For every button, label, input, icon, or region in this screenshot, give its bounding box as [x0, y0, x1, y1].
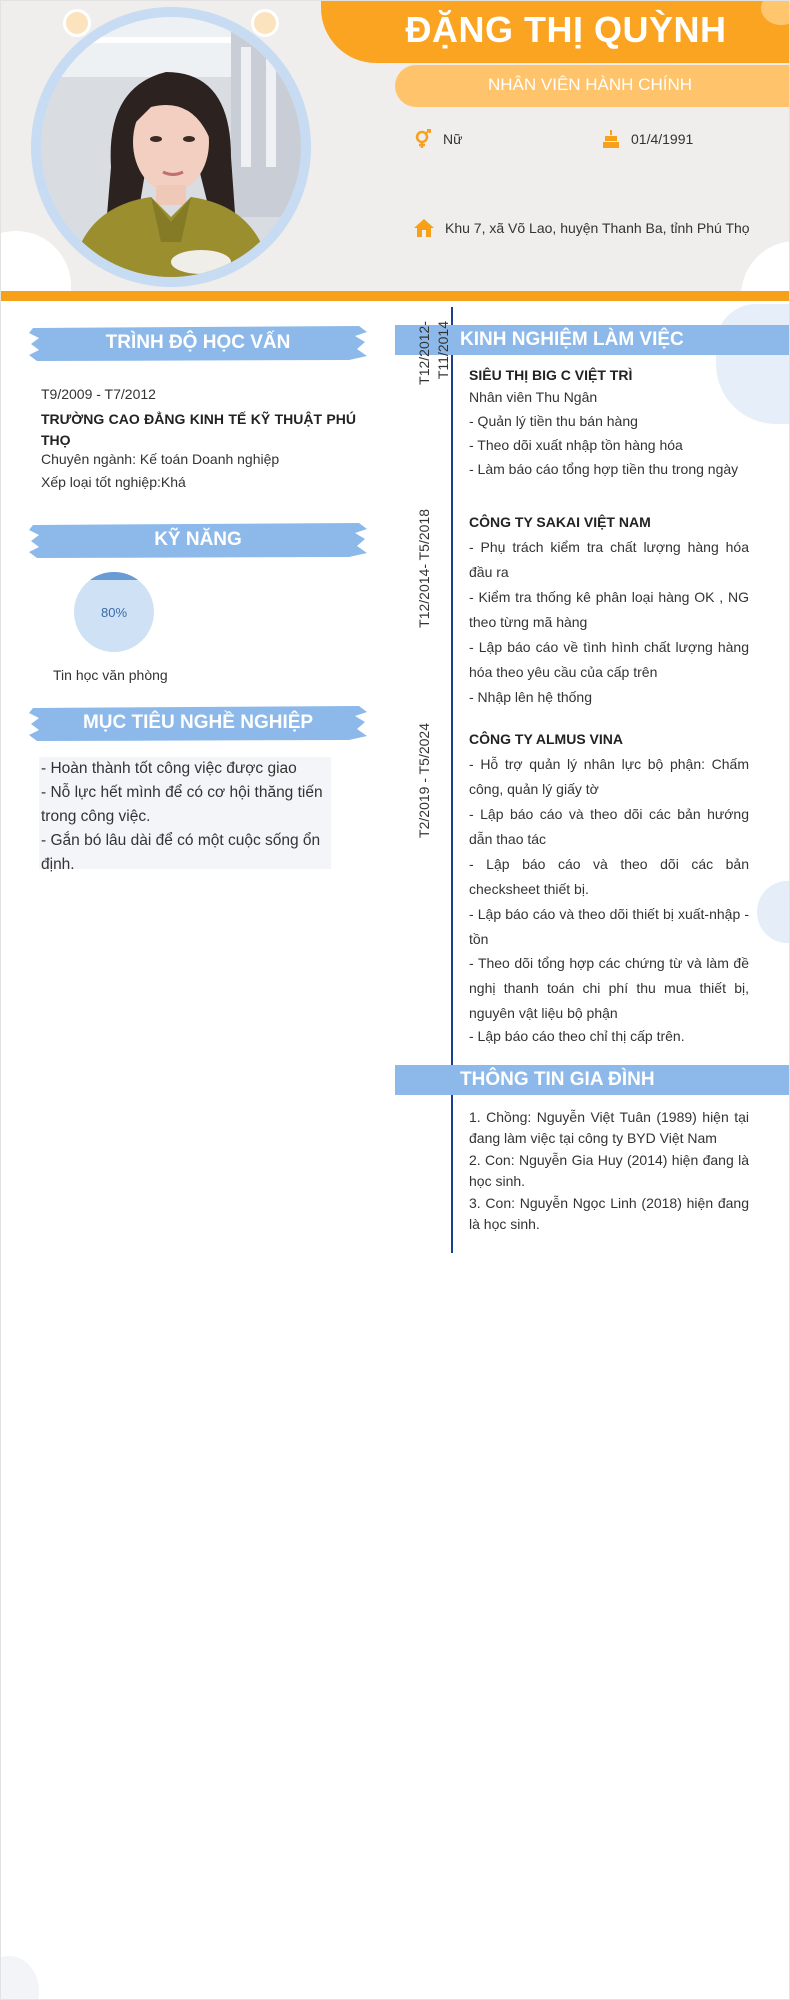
decor-blob: [741, 241, 789, 291]
career-goal-line: - Hoàn thành tốt công việc được giao: [41, 760, 297, 777]
decor-blob: [0, 1956, 39, 2000]
education-school: TRƯỜNG CAO ĐẲNG KINH TẾ KỸ THUẬT PHÚ THỌ: [41, 411, 356, 448]
education-heading: TRÌNH ĐỘ HỌC VẤN: [29, 324, 367, 362]
birthday-info: [601, 129, 693, 149]
job-detail: Nhân viên Thu Ngân: [469, 389, 598, 405]
job-period: T12/2014- T5/2018: [416, 509, 432, 628]
career-goal-line: - Nỗ lực hết mình để có cơ hội thăng tiến trong công việc.: [41, 784, 323, 825]
job-company: CÔNG TY SAKAI VIỆT NAM: [469, 514, 651, 530]
job-detail: - Quản lý tiền thu bán hàng: [469, 413, 638, 429]
job-detail: - Nhập lên hệ thống: [469, 689, 592, 705]
decor-blob: [1, 231, 71, 291]
skill-name: Tin học văn phòng: [53, 667, 168, 683]
decor-blob: [757, 881, 790, 943]
gender-icon: [413, 129, 433, 149]
job-detail: - Lập báo cáo và theo dõi các bản hướng dẫn thao tác: [469, 806, 749, 847]
cv-header: [1, 1, 789, 291]
family-line: 3. Con: Nguyễn Ngọc Linh (2018) hiện đang là học sinh.: [469, 1195, 749, 1232]
skill-percent-label: 80%: [100, 605, 128, 620]
avatar: [41, 17, 301, 277]
decor-dot: [63, 9, 91, 37]
job-detail: - Lập báo cáo về tình hình chất lượng hàng hóa theo yêu cầu của cấp trên: [469, 639, 749, 680]
job-detail: - Kiểm tra thống kê phân loại hàng OK , NG theo từng mã hàng: [469, 589, 749, 630]
job-detail: - Làm báo cáo tổng hợp tiền thu trong ngày: [469, 461, 739, 477]
skills-heading: KỸ NĂNG: [29, 521, 367, 559]
header-divider: [1, 291, 789, 301]
education-rank: Xếp loại tốt nghiệp:Khá: [41, 474, 186, 490]
family-line: 1. Chồng: Nguyễn Việt Tuân (1989) hiện tại đang làm việc tại công ty BYD Việt Nam: [469, 1109, 749, 1146]
career-goal-line: - Gắn bó lâu dài để có một cuộc sống ổn định.: [41, 832, 321, 873]
timeline-line: [451, 307, 453, 1253]
skill-progress-circle: [73, 571, 155, 653]
address-info: [413, 218, 750, 238]
gender-info: [413, 129, 462, 149]
candidate-name: ĐẶNG THỊ QUỲNH: [405, 9, 727, 50]
job-detail: - Lập báo cáo và theo dõi các bản checksheet thiết bị.: [469, 856, 749, 897]
birthday-value: 01/4/1991: [631, 131, 694, 147]
decor-dot: [251, 9, 279, 37]
job-period: T12/2012- T11/2014: [416, 321, 451, 385]
job-company: CÔNG TY ALMUS VINA: [469, 731, 624, 747]
career-goal-heading: MỤC TIÊU NGHỀ NGHIỆP: [29, 704, 367, 742]
job-detail: - Lập báo cáo và theo dõi thiết bị xuất-nhập - tồn: [469, 906, 749, 947]
address-value: Khu 7, xã Võ Lao, huyện Thanh Ba, tỉnh Phú Thọ: [445, 220, 750, 236]
job-detail: - Theo dõi tổng hợp các chứng từ và làm đề nghị thanh toán chi phí thu mua thiết bị, nguyên vật liệu bộ phận: [469, 955, 749, 1021]
gender-value: Nữ: [443, 131, 463, 147]
cake-icon: [601, 129, 621, 149]
job-company: SIÊU THỊ BIG C VIỆT TRÌ: [469, 367, 633, 383]
experience-heading: KINH NGHIỆM LÀM VIỆC: [395, 325, 790, 355]
family-heading: THÔNG TIN GIA ĐÌNH: [395, 1065, 790, 1095]
job-period: T2/2019 - T5/2024: [416, 723, 432, 838]
job-title: NHÂN VIÊN HÀNH CHÍNH: [487, 75, 693, 94]
family-line: 2. Con: Nguyễn Gia Huy (2014) hiện đang là học sinh.: [469, 1152, 749, 1189]
job-detail: - Theo dõi xuất nhập tồn hàng hóa: [469, 437, 683, 453]
job-detail: - Lập báo cáo theo chỉ thị cấp trên.: [469, 1028, 685, 1044]
job-detail: - Hỗ trợ quản lý nhân lực bộ phận: Chấm công, quản lý giấy tờ: [469, 756, 749, 797]
education-major: Chuyên ngành: Kế toán Doanh nghiệp: [41, 451, 280, 467]
job-detail: - Phụ trách kiểm tra chất lượng hàng hóa đầu ra: [469, 539, 749, 580]
home-icon: [413, 218, 435, 238]
education-period: T9/2009 - T7/2012: [41, 386, 156, 402]
